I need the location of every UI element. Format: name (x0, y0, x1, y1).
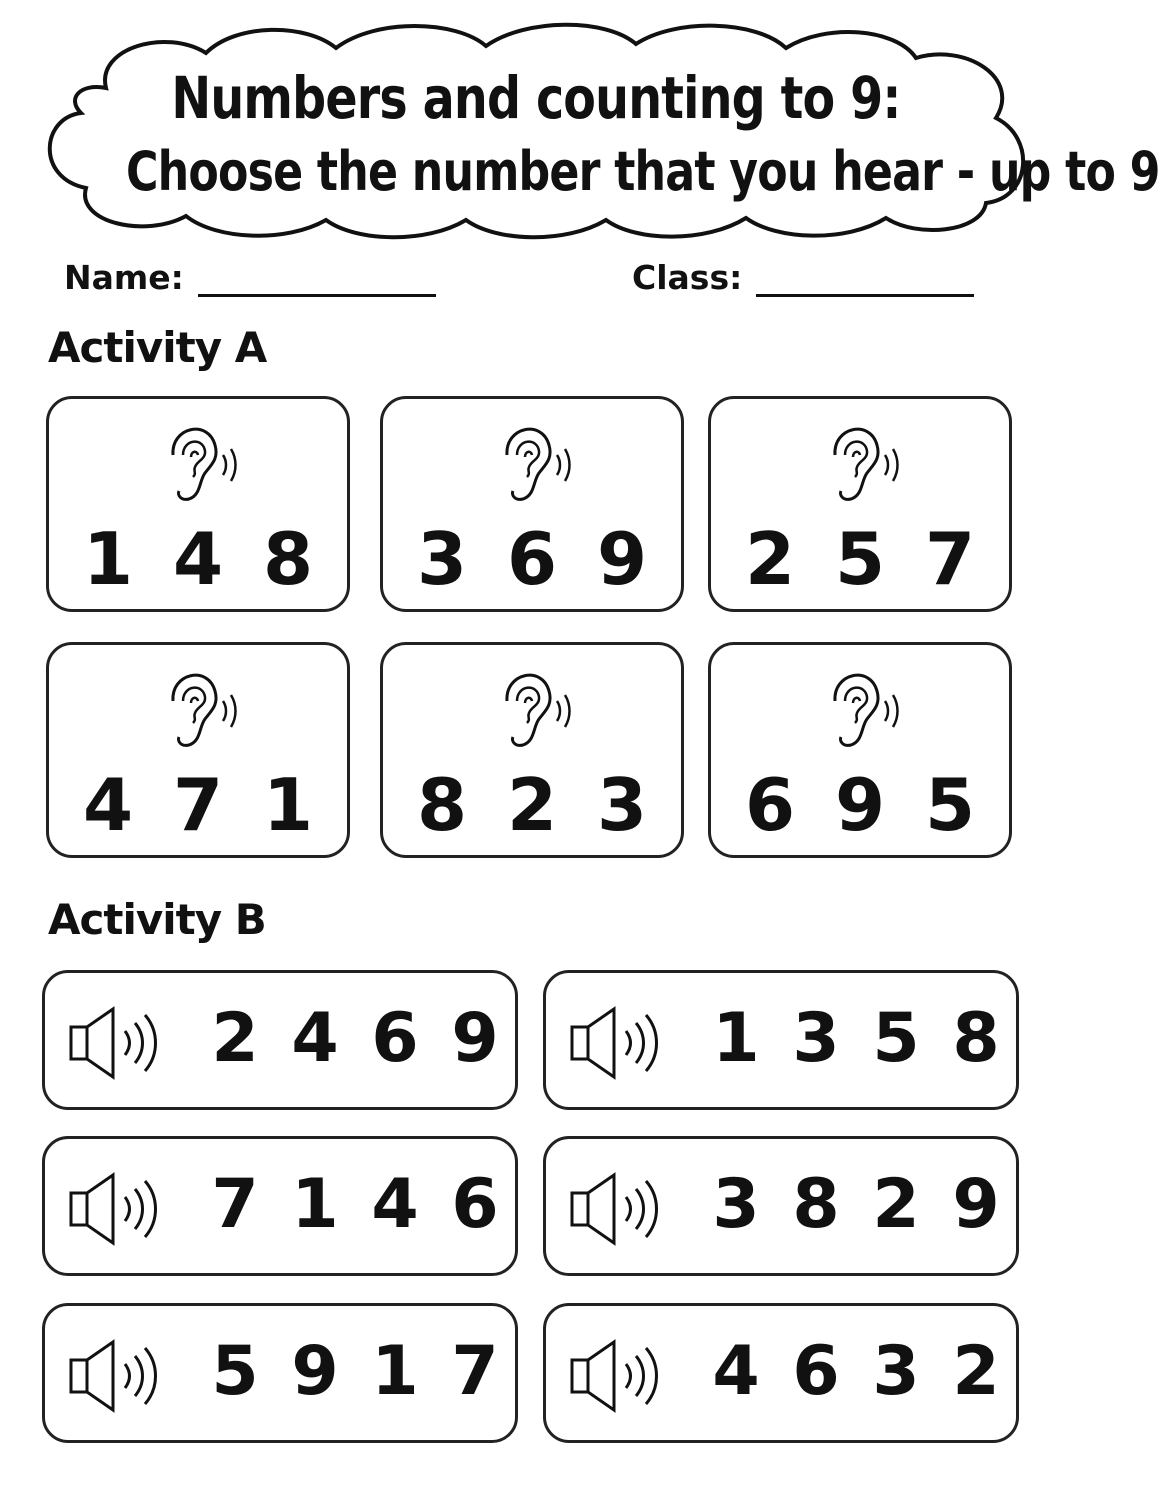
number-choice[interactable]: 8 (262, 517, 314, 601)
number-choice[interactable]: 3 (792, 999, 840, 1078)
class-field (632, 258, 974, 297)
number-choice[interactable]: 6 (451, 1165, 499, 1244)
number-choice[interactable]: 3 (416, 517, 468, 601)
number-choice[interactable]: 8 (416, 763, 468, 847)
number-choice[interactable]: 4 (371, 1165, 419, 1244)
number-choice[interactable]: 3 (596, 763, 648, 847)
number-choice[interactable]: 1 (712, 999, 760, 1078)
worksheet-title: Numbers and counting to 9: (171, 64, 901, 132)
number-choice[interactable]: 2 (952, 1332, 1000, 1411)
number-choice[interactable]: 7 (172, 763, 224, 847)
name-field (64, 258, 436, 297)
number-choice[interactable]: 6 (506, 517, 558, 601)
number-choices (195, 999, 515, 1078)
number-choice[interactable]: 8 (792, 1165, 840, 1244)
number-choice[interactable]: 5 (834, 517, 886, 601)
number-choice[interactable]: 9 (834, 763, 886, 847)
number-choice[interactable]: 4 (82, 763, 134, 847)
number-choice[interactable]: 2 (506, 763, 558, 847)
activity-a-card (708, 642, 1012, 858)
number-choice[interactable]: 7 (924, 517, 976, 601)
number-choice[interactable]: 9 (291, 1332, 339, 1411)
number-choice[interactable]: 3 (712, 1165, 760, 1244)
ear-icon[interactable] (153, 415, 243, 511)
class-label: Class: (632, 258, 743, 297)
activity-a-card (46, 642, 350, 858)
number-choice[interactable]: 4 (172, 517, 224, 601)
activity-a-card (380, 642, 684, 858)
activity-b-card (42, 1136, 518, 1276)
number-choice[interactable]: 1 (262, 763, 314, 847)
number-choices (711, 763, 1009, 847)
activity-b-card (543, 970, 1019, 1110)
speaker-icon[interactable] (69, 1005, 165, 1081)
number-choices (195, 1165, 515, 1244)
activity-b-heading: Activity B (48, 895, 266, 944)
name-label: Name: (64, 258, 184, 297)
number-choice[interactable]: 9 (451, 999, 499, 1078)
ear-icon[interactable] (487, 415, 577, 511)
number-choice[interactable]: 3 (872, 1332, 920, 1411)
number-choice[interactable]: 7 (451, 1332, 499, 1411)
number-choice[interactable]: 1 (82, 517, 134, 601)
number-choice[interactable]: 9 (596, 517, 648, 601)
activity-a-card (46, 396, 350, 612)
activity-b-card (543, 1303, 1019, 1443)
number-choice[interactable]: 6 (371, 999, 419, 1078)
number-choices (49, 763, 347, 847)
number-choices (383, 763, 681, 847)
number-choice[interactable]: 9 (952, 1165, 1000, 1244)
ear-icon[interactable] (153, 661, 243, 757)
speaker-icon[interactable] (570, 1005, 666, 1081)
activity-b-card (543, 1136, 1019, 1276)
number-choices (49, 517, 347, 601)
number-choices (711, 517, 1009, 601)
number-choice[interactable]: 2 (744, 517, 796, 601)
number-choices (696, 999, 1016, 1078)
number-choice[interactable]: 4 (712, 1332, 760, 1411)
number-choice[interactable]: 8 (952, 999, 1000, 1078)
activity-a-heading: Activity A (48, 323, 267, 372)
activity-b-card (42, 970, 518, 1110)
number-choice[interactable]: 4 (291, 999, 339, 1078)
name-blank[interactable] (198, 262, 436, 297)
number-choice[interactable]: 7 (211, 1165, 259, 1244)
title-cloud (36, 18, 1160, 236)
speaker-icon[interactable] (69, 1338, 165, 1414)
activity-a-card (708, 396, 1012, 612)
ear-icon[interactable] (815, 415, 905, 511)
number-choices (195, 1332, 515, 1411)
number-choice[interactable]: 5 (872, 999, 920, 1078)
number-choice[interactable]: 5 (211, 1332, 259, 1411)
speaker-icon[interactable] (69, 1171, 165, 1247)
number-choice[interactable]: 1 (291, 1165, 339, 1244)
class-blank[interactable] (756, 262, 974, 297)
number-choice[interactable]: 6 (744, 763, 796, 847)
number-choices (696, 1165, 1016, 1244)
number-choice[interactable]: 2 (211, 999, 259, 1078)
number-choices (696, 1332, 1016, 1411)
number-choices (383, 517, 681, 601)
number-choice[interactable]: 6 (792, 1332, 840, 1411)
ear-icon[interactable] (487, 661, 577, 757)
activity-a-card (380, 396, 684, 612)
number-choice[interactable]: 1 (371, 1332, 419, 1411)
speaker-icon[interactable] (570, 1338, 666, 1414)
speaker-icon[interactable] (570, 1171, 666, 1247)
number-choice[interactable]: 5 (924, 763, 976, 847)
worksheet-subtitle: Choose the number that you hear - up to 9 (126, 140, 1160, 203)
number-choice[interactable]: 2 (872, 1165, 920, 1244)
activity-b-card (42, 1303, 518, 1443)
ear-icon[interactable] (815, 661, 905, 757)
